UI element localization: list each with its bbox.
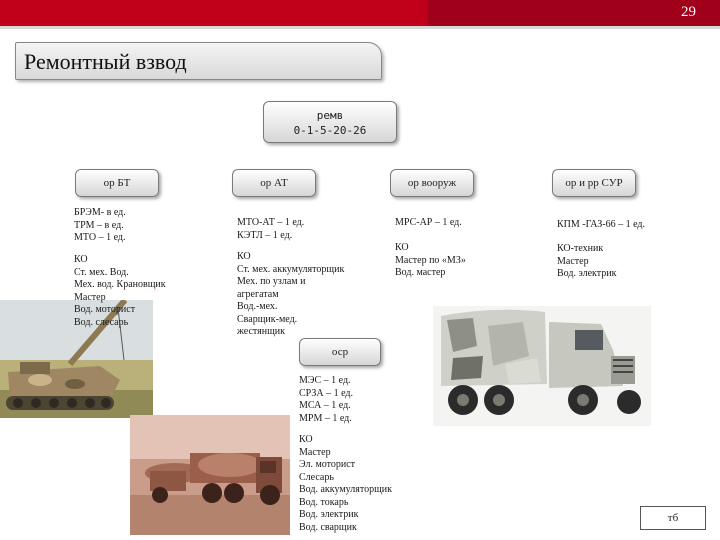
personnel-item: жестянщик [237, 326, 286, 337]
top-bar-strip [0, 26, 720, 29]
osr-equipment [299, 375, 353, 425]
personnel-item: Вод.-мех. [237, 301, 278, 312]
osr-label: оср [331, 346, 349, 358]
unit-sur-equipment [557, 219, 645, 232]
personnel-item: Мастер [299, 446, 331, 458]
unit-label: ор вооруж [407, 177, 457, 189]
tb-label: тб [667, 512, 679, 524]
equipment-item: МСА – 1 ед. [299, 400, 351, 411]
equipment-item: МРС-АР – 1 ед. [395, 217, 462, 228]
personnel-item: КО [237, 251, 251, 262]
personnel-item: Мастер [557, 255, 589, 267]
root-node [263, 101, 397, 143]
unit-label: ор и рр СУР [565, 177, 623, 189]
personnel-item: Мех. вод. Крановщик [74, 279, 166, 290]
unit-bt-personnel [74, 254, 166, 329]
root-formula: 0-1-5-20-26 [293, 124, 367, 137]
unit-label: ор БТ [103, 177, 131, 189]
personnel-item: Вод. аккумуляторщик [299, 484, 392, 495]
personnel-item: Мех. по узлам и [237, 276, 306, 287]
tb-label-box [640, 506, 706, 530]
unit-vooruzh-equipment [395, 217, 462, 230]
personnel-item: Вод. сварщик [299, 521, 357, 533]
osr-personnel [299, 434, 392, 534]
personnel-item: КО [299, 434, 313, 445]
personnel-item: Ст. мех. аккумуляторщик [237, 263, 345, 275]
personnel-item: Вод. электрик [299, 509, 359, 520]
personnel-item: КО [74, 254, 88, 265]
equipment-item: ТРМ – в ед. [74, 219, 124, 231]
personnel-item: Слесарь [299, 471, 334, 483]
personnel-item: Сварщик-мед. [237, 313, 298, 325]
equipment-item: СРЗА – 1 ед. [299, 387, 353, 399]
root-name: ремв [316, 109, 344, 122]
equipment-item: МТО – 1 ед. [74, 232, 126, 243]
camouflage-truck-photo [433, 306, 651, 426]
personnel-item: Вод. моторист [74, 304, 136, 315]
personnel-item: Мастер [74, 291, 106, 303]
unit-vooruzh-personnel [395, 242, 466, 280]
unit-sur-personnel [557, 243, 616, 281]
equipment-item: КПМ -ГАЗ-66 – 1 ед. [557, 219, 646, 230]
equipment-item: КЭТЛ – 1 ед. [237, 229, 293, 241]
personnel-item: агрегатам [237, 288, 279, 300]
unit-node-vooruzh [390, 169, 474, 197]
unit-bt-equipment [74, 207, 126, 245]
unit-node-sur [552, 169, 636, 197]
unit-node-bt [75, 169, 159, 197]
page-number: 29 [681, 4, 696, 20]
personnel-item: Эл. моторист [299, 459, 356, 470]
unit-label: ор АТ [260, 177, 288, 189]
top-bar-tab [428, 0, 720, 26]
equipment-item: МЭС – 1 ед. [299, 375, 351, 386]
unit-at-personnel [237, 251, 344, 339]
personnel-item: Мастер по «МЗ» [395, 254, 466, 266]
personnel-item: Ст. мех. Вод. [74, 266, 129, 278]
personnel-item: Вод. электрик [557, 268, 617, 279]
personnel-item: Вод. мастер [395, 267, 446, 278]
unit-at-equipment [237, 217, 304, 242]
personnel-item: КО [395, 242, 409, 253]
trucks-desert-photo [130, 415, 290, 535]
unit-node-at [232, 169, 316, 197]
equipment-item: БРЭМ- в ед. [74, 207, 126, 218]
osr-node [299, 338, 381, 366]
personnel-item: Вод. токарь [299, 496, 349, 508]
slide-title: Ремонтный взвод [24, 49, 187, 74]
personnel-item: Вод. слесарь [74, 316, 129, 328]
personnel-item: КО-техник [557, 243, 604, 254]
equipment-item: МРМ – 1 ед. [299, 412, 352, 424]
equipment-item: МТО-АТ – 1 ед. [237, 217, 305, 228]
title-box [15, 42, 382, 80]
